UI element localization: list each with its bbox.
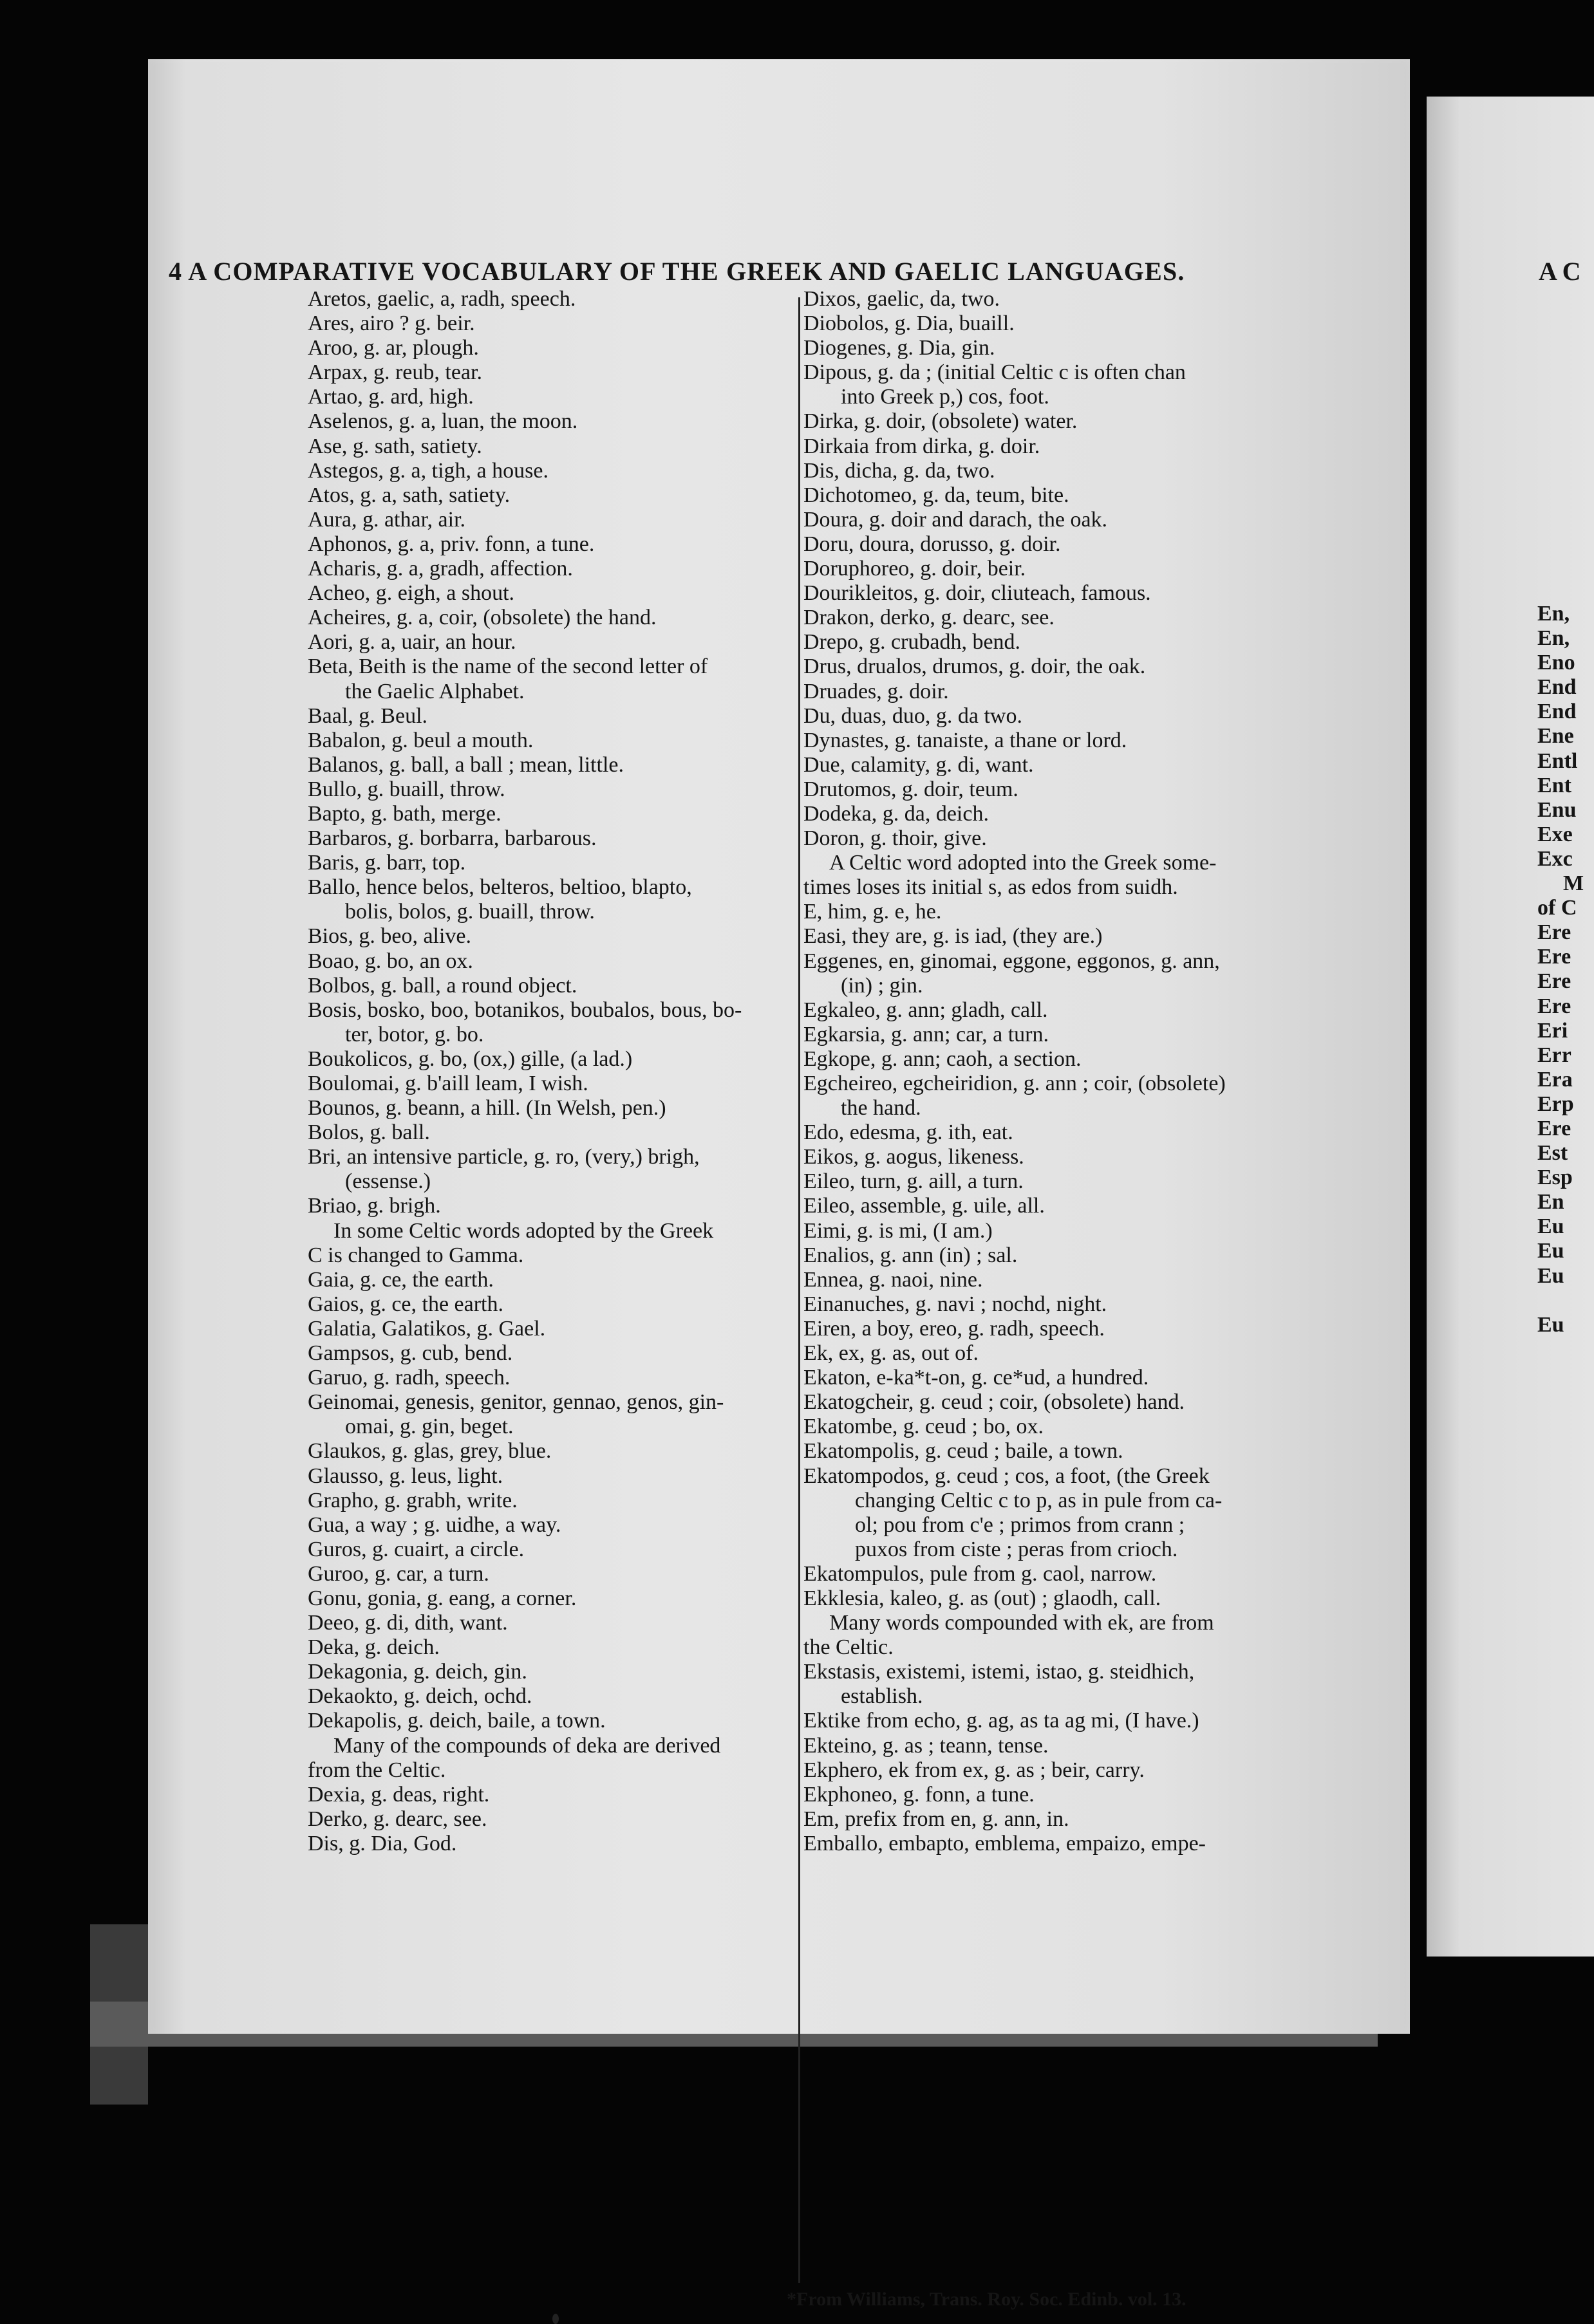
vocab-line: Bounos, g. beann, a hill. (In Welsh, pen.) (308, 1096, 666, 1120)
vocab-line: Ektike from echo, g. ag, as ta ag mi, (I have.) (803, 1709, 1199, 1733)
vocab-line: Artao, g. ard, high. (308, 385, 474, 409)
vocab-line: (essense.) (345, 1169, 431, 1194)
vocab-line: Dipous, g. da ; (initial Celtic c is often chan (803, 360, 1186, 385)
vocab-line: Ekatombe, g. ceud ; bo, ox. (803, 1415, 1044, 1439)
vocab-line: Dexia, g. deas, right. (308, 1782, 490, 1807)
vocab-line: C is changed to Gamma. (308, 1243, 524, 1267)
vocab-line: Ase, g. sath, satiety. (308, 434, 482, 458)
next-page-fragment: Ere (1537, 1116, 1571, 1140)
vocab-line: Briao, g. brigh. (308, 1194, 441, 1218)
vocab-line: Dekapolis, g. deich, baile, a town. (308, 1709, 606, 1733)
vocab-line: Boukolicos, g. bo, (ox,) gille, (a lad.) (308, 1046, 633, 1071)
vocab-line: Egkaleo, g. ann; gladh, call. (803, 998, 1048, 1022)
vocab-line: Drakon, derko, g. dearc, see. (803, 606, 1055, 630)
vocab-line: times loses its initial s, as edos from suidh. (803, 875, 1178, 900)
vocab-line: Eikos, g. aogus, likeness. (803, 1145, 1024, 1169)
vocab-line: Dichotomeo, g. da, teum, bite. (803, 483, 1069, 507)
vocab-line: Boulomai, g. b'aill leam, I wish. (308, 1072, 588, 1095)
vocab-line: changing Celtic c to p, as in pule from ca- (855, 1488, 1223, 1512)
vocab-line: Bosis, bosko, boo, botanikos, boubalos, bous, bo- (308, 998, 742, 1022)
vocab-line: from the Celtic. (308, 1758, 446, 1782)
vocab-line: Ekphoneo, g. fonn, a tune. (803, 1782, 1035, 1807)
vocab-line: Aroo, g. ar, plough. (308, 336, 479, 360)
next-page-fragment: Ere (1537, 969, 1571, 994)
vocab-line: Druades, g. doir. (803, 679, 949, 703)
vocab-line: Egkope, g. ann; caoh, a section. (803, 1046, 1082, 1071)
next-page-fragment: Ere (1537, 920, 1571, 945)
vocab-line: establish. (841, 1684, 923, 1709)
vocab-line: Aori, g. a, uair, an hour. (308, 630, 516, 655)
vocab-line: Eimi, g. is mi, (I am.) (803, 1218, 993, 1243)
vocab-line: Doru, doura, dorusso, g. doir. (803, 532, 1061, 556)
vocab-line: the hand. (841, 1096, 921, 1120)
vocab-line: Dourikleitos, g. doir, cliuteach, famous. (803, 581, 1151, 606)
next-page-fragment: End (1537, 675, 1577, 700)
next-page-fragment: Ene (1537, 724, 1574, 748)
next-page-fragment: End (1537, 700, 1577, 724)
vocab-line: Einanuches, g. navi ; nochd, night. (803, 1292, 1107, 1316)
vocab-line: Em, prefix from en, g. ann, in. (803, 1807, 1069, 1831)
vocab-line: the Celtic. (803, 1635, 894, 1660)
vocab-line: puxos from ciste ; peras from crioch. (855, 1537, 1178, 1561)
next-page-fragment: of C (1537, 896, 1577, 920)
vocab-line: Ekatogcheir, g. ceud ; coir, (obsolete) hand. (803, 1390, 1185, 1415)
vocab-line: bolis, bolos, g. buaill, throw. (345, 900, 595, 924)
vocab-line: Bapto, g. bath, merge. (308, 801, 502, 826)
vocab-line: Aselenos, g. a, luan, the moon. (308, 409, 578, 434)
vocab-line: In some Celtic words adopted by the Greek (333, 1218, 714, 1243)
vocab-line: Boao, g. bo, an ox. (308, 949, 473, 973)
vocab-line: Baal, g. Beul. (308, 703, 428, 728)
vocab-line: Bios, g. beo, alive. (308, 924, 472, 949)
next-page-fragment: En (1537, 1190, 1564, 1214)
vocab-line: Glausso, g. leus, light. (308, 1464, 503, 1488)
vocab-line: Eileo, turn, g. aill, a turn. (803, 1169, 1024, 1194)
vocab-line: Gua, a way ; g. uidhe, a way. (308, 1512, 561, 1537)
vocab-line: Eileo, assemble, g. uile, all. (803, 1194, 1045, 1218)
vocab-line: Galatia, Galatikos, g. Gael. (308, 1316, 546, 1341)
running-head (169, 256, 1185, 286)
vocab-line: Deka, g. deich. (308, 1635, 440, 1660)
vocab-line: Geinomai, genesis, genitor, gennao, genos, gin- (308, 1390, 724, 1415)
vocab-line: Ekteino, g. as ; teann, tense. (803, 1733, 1049, 1758)
vocab-line: Egcheireo, egcheiridion, g. ann ; coir, (obsolete) (803, 1072, 1226, 1095)
vocab-line: Ekklesia, kaleo, g. as (out) ; glaodh, call. (803, 1586, 1161, 1610)
vocab-line: Dixos, gaelic, da, two. (803, 287, 1000, 311)
vocab-line: Doron, g. thoir, give. (803, 826, 987, 851)
column-rule (798, 297, 800, 2283)
next-page-fragments (1537, 602, 1584, 1337)
vocab-line: Due, calamity, g. di, want. (803, 752, 1034, 777)
vocab-line: Derko, g. dearc, see. (308, 1807, 487, 1831)
vocab-line: Barbaros, g. borbarra, barbarous. (308, 826, 597, 851)
vocab-line: Atos, g. a, sath, satiety. (308, 483, 511, 507)
vocab-line: Dis, dicha, g. da, two. (803, 458, 995, 483)
next-page-fragment: Era (1537, 1067, 1573, 1092)
vocab-line: E, him, g. e, he. (803, 900, 942, 924)
vocab-line: Ekaton, e-ka*t-on, g. ce*ud, a hundred. (803, 1366, 1149, 1390)
next-page-fragment: Eu (1537, 1239, 1564, 1263)
next-page-fragment: Err (1537, 1043, 1571, 1067)
vocab-line: Diogenes, g. Dia, gin. (803, 336, 995, 360)
vocab-line: Egkarsia, g. ann; car, a turn. (803, 1022, 1049, 1046)
next-page-fragment: Exc (1537, 846, 1573, 871)
vocab-line: Dirkaia from dirka, g. doir. (803, 434, 1040, 458)
next-page-fragment: Ent (1537, 773, 1571, 797)
vocab-line: Aura, g. athar, air. (308, 507, 466, 532)
vocab-line: Ek, ex, g. as, out of. (803, 1341, 979, 1366)
vocab-line: Acharis, g. a, gradh, affection. (308, 557, 573, 581)
vocab-line: Bolos, g. ball. (308, 1120, 430, 1145)
next-page-fragment (1537, 1288, 1584, 1313)
next-page-fragment: En, (1537, 602, 1570, 626)
vocab-line: Dekaokto, g. deich, ochd. (308, 1684, 532, 1709)
vocab-line: Gonu, gonia, g. eang, a corner. (308, 1586, 577, 1610)
next-page-fragment: Esp (1537, 1166, 1573, 1190)
vocab-line: Glaukos, g. glas, grey, blue. (308, 1439, 552, 1464)
vocab-line: omai, g. gin, beget. (345, 1415, 514, 1439)
page-number: 4 (169, 257, 183, 286)
vocab-line: Emballo, embapto, emblema, empaizo, empe- (803, 1831, 1206, 1855)
vocab-line: Gaia, g. ce, the earth. (308, 1267, 494, 1292)
next-page-fragment: Eu (1537, 1214, 1564, 1239)
vocab-line: Ares, airo ? g. beir. (308, 311, 475, 336)
next-page-fragment: Ere (1537, 945, 1571, 969)
vocab-line: Dynastes, g. tanaiste, a thane or lord. (803, 728, 1127, 752)
vocab-line: Arpax, g. reub, tear. (308, 360, 482, 385)
vocab-line: Doura, g. doir and darach, the oak. (803, 507, 1108, 532)
vocab-line: Dirka, g. doir, (obsolete) water. (803, 409, 1078, 434)
footnote: *From Williams, Trans. Roy. Soc. Edinb. vol. 13. (787, 2289, 1186, 2310)
vocab-line: Doruphoreo, g. doir, beir. (803, 557, 1026, 581)
vocab-line: (in) ; gin. (841, 973, 923, 998)
left-column (308, 287, 807, 1856)
vocab-line: Ekstasis, existemi, istemi, istao, g. steidhich, (803, 1660, 1195, 1684)
vocab-line: Drutomos, g. doir, teum. (803, 777, 1018, 801)
vocab-line: Bullo, g. buaill, throw. (308, 777, 505, 801)
vocab-line: into Greek p,) cos, foot. (841, 385, 1049, 409)
vocab-line: Grapho, g. grabh, write. (308, 1488, 518, 1512)
vocab-line: Easi, they are, g. is iad, (they are.) (803, 924, 1103, 949)
vocab-line: Eiren, a boy, ereo, g. radh, speech. (803, 1316, 1105, 1341)
next-page-fragment: En, (1537, 626, 1570, 651)
vocab-line: Acheires, g. a, coir, (obsolete) the hand. (308, 606, 657, 630)
vocab-line: Balanos, g. ball, a ball ; mean, little. (308, 752, 624, 777)
vocab-line: Gaios, g. ce, the earth. (308, 1292, 503, 1316)
next-page-fragment: Ere (1537, 994, 1571, 1018)
vocab-line: ter, botor, g. bo. (345, 1022, 484, 1046)
next-page-fragment: Exe (1537, 822, 1573, 846)
vocab-line: Dis, g. Dia, God. (308, 1831, 457, 1855)
vocab-line: Babalon, g. beul a mouth. (308, 728, 534, 752)
vocab-line: Deeo, g. di, dith, want. (308, 1611, 508, 1635)
vocab-line: Guroo, g. car, a turn. (308, 1561, 489, 1586)
ink-dot (552, 2314, 559, 2324)
vocab-line: Ballo, hence belos, belteros, beltioo, blapto, (308, 875, 692, 900)
next-page-fragment: Eri (1537, 1018, 1568, 1043)
vocab-line: A Celtic word adopted into the Greek some- (829, 851, 1217, 875)
vocab-line: Ekatompulos, pule from g. caol, narrow. (803, 1561, 1157, 1586)
vocab-line: Bolbos, g. ball, a round object. (308, 973, 577, 998)
vocab-line: Ennea, g. naoi, nine. (803, 1267, 983, 1292)
vocab-line: Drus, drualos, drumos, g. doir, the oak. (803, 655, 1146, 679)
vocab-line: Enalios, g. ann (in) ; sal. (803, 1243, 1018, 1267)
vocab-line: Dekagonia, g. deich, gin. (308, 1660, 527, 1684)
vocab-line: Bri, an intensive particle, g. ro, (very,) brigh, (308, 1145, 700, 1169)
vocab-line: Aphonos, g. a, priv. fonn, a tune. (308, 532, 595, 556)
vocab-line: Acheo, g. eigh, a shout. (308, 581, 515, 606)
vocab-line: Ekphero, ek from ex, g. as ; beir, carry. (803, 1758, 1145, 1782)
vocab-line: Guros, g. cuairt, a circle. (308, 1537, 525, 1561)
vocab-line: Eggenes, en, ginomai, eggone, eggonos, g. ann, (803, 949, 1220, 973)
right-column (803, 287, 1289, 1856)
next-page-fragment: Eu (1537, 1312, 1564, 1337)
vocab-line: Ekatompolis, g. ceud ; baile, a town. (803, 1439, 1123, 1464)
vocab-line: ol; pou from c'e ; primos from crann ; (855, 1512, 1185, 1537)
next-page-fragment: M (1563, 871, 1584, 896)
vocab-line: Drepo, g. crubadh, bend. (803, 630, 1021, 655)
vocab-line: Aretos, gaelic, a, radh, speech. (308, 287, 576, 311)
vocab-line: Many of the compounds of deka are derived (333, 1733, 721, 1758)
next-page-head: A C (1539, 257, 1581, 286)
next-page-fragment: Eno (1537, 651, 1575, 675)
vocab-line: Astegos, g. a, tigh, a house. (308, 458, 549, 483)
vocab-line: Beta, Beith is the name of the second letter of (308, 655, 708, 679)
next-page-fragment: Eu (1537, 1263, 1564, 1288)
next-page-fragment: Entl (1537, 748, 1578, 773)
vocab-line: Diobolos, g. Dia, buaill. (803, 311, 1015, 336)
vocab-line: Many words compounded with ek, are from (829, 1611, 1214, 1635)
vocab-line: Edo, edesma, g. ith, eat. (803, 1120, 1013, 1145)
running-head-title: A COMPARATIVE VOCABULARY OF THE GREEK AND GAELIC LANGUAGES. (188, 257, 1185, 286)
vocab-line: Ekatompodos, g. ceud ; cos, a foot, (the Greek (803, 1464, 1210, 1488)
vocab-line: Gampsos, g. cub, bend. (308, 1341, 513, 1366)
vocab-line: Dodeka, g. da, deich. (803, 801, 989, 826)
vocab-line: the Gaelic Alphabet. (345, 679, 525, 703)
next-page-fragment: Est (1537, 1141, 1568, 1166)
vocab-line: Baris, g. barr, top. (308, 851, 466, 875)
next-page-fragment: Enu (1537, 797, 1577, 822)
vocab-line: Du, duas, duo, g. da two. (803, 703, 1022, 728)
next-page-fragment: Erp (1537, 1092, 1574, 1116)
vocab-line: Garuo, g. radh, speech. (308, 1366, 511, 1390)
